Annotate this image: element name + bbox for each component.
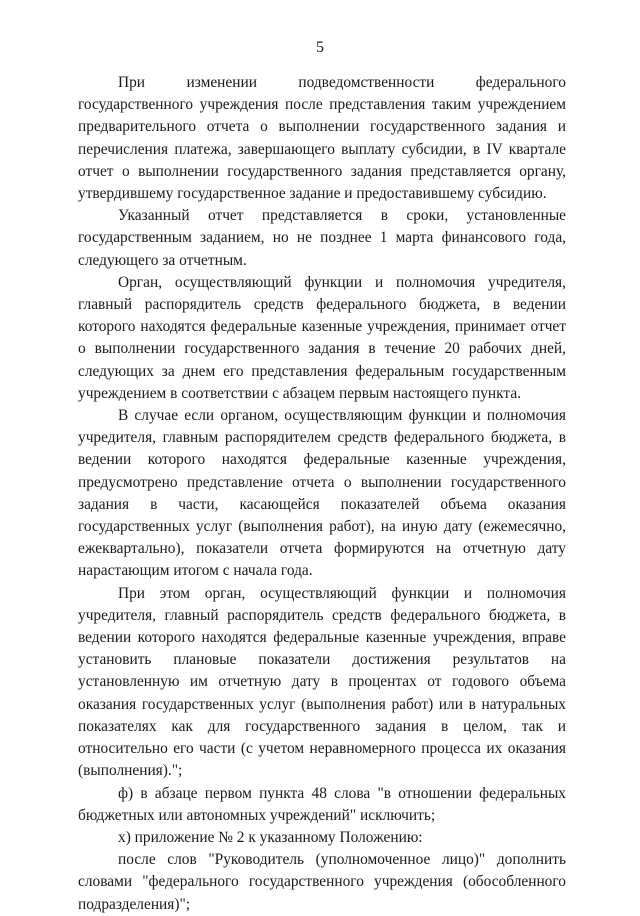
paragraph-signature-amendment: после слов "Руководитель (уполномоченное лицо)" дополнить словами "федерального государственного учреждения (обособленного подразделения)"; (78, 851, 566, 913)
paragraph-planned-indicators: При этом орган, осуществляющий функции и полномочия учредителя, главный распорядитель средств федерального бюджета, в ведении которого находятся федеральные казенные учреждения, вправе установить плановые показатели достижения результатов на установленную им отчетную дату в процентах от годового объема оказания государственных услуг (выполнения работ) или в натуральных показателях как для государственного задания в целом, так и относительно его части (с учетом неравномерного процесса их оказания (выполнения)."; (78, 584, 566, 780)
paragraph-subordination-change: При изменении подведомственности федерального государственного учреждения после представления таким учреждением предварительного отчета о выполнении государственного задания и перечисления платежа, завершающего выплату субсидии, в IV квартале отчет о выполнении государственного задания представляется органу, утвердившему государственное задание и предоставившему субсидию. (78, 74, 566, 203)
paragraph-item-kh: х) приложение № 2 к указанному Положению: (118, 828, 423, 846)
paragraph-report-deadline: Указанный отчет представляется в сроки, установленные государственным заданием, но не позднее 1 марта финансового года, следующего за отчетным. (78, 207, 566, 269)
paragraph-alternate-report-date: В случае если органом, осуществляющим функции и полномочия учредителя, главным распорядителем средств федерального бюджета, в ведении которого находятся федеральные казенные учреждения, предусмотрено представление отчета о выполнении государственного задания в части, касающейся показателей объема оказания государственных услуг (выполнения работ), на иную дату (ежемесячно, ежеквартально), показатели отчета формируются на отчетную дату нарастающим итогом с начала года. (78, 407, 566, 580)
page-number: 5 (316, 39, 324, 56)
paragraph-item-f: ф) в абзаце первом пункта 48 слова "в отношении федеральных бюджетных или автономных учреждений" исключить; (78, 784, 566, 824)
document-body (78, 72, 566, 916)
paragraph-report-acceptance: Орган, осуществляющий функции и полномочия учредителя, главный распорядитель средств федерального бюджета, в ведении которого находятся федеральные казенные учреждения, принимает отчет о выполнении государственного задания в течение 20 рабочих дней, следующих за днем его представления федеральным государственным учреждением в соответствии с абзацем первым настоящего пункта. (78, 273, 566, 402)
